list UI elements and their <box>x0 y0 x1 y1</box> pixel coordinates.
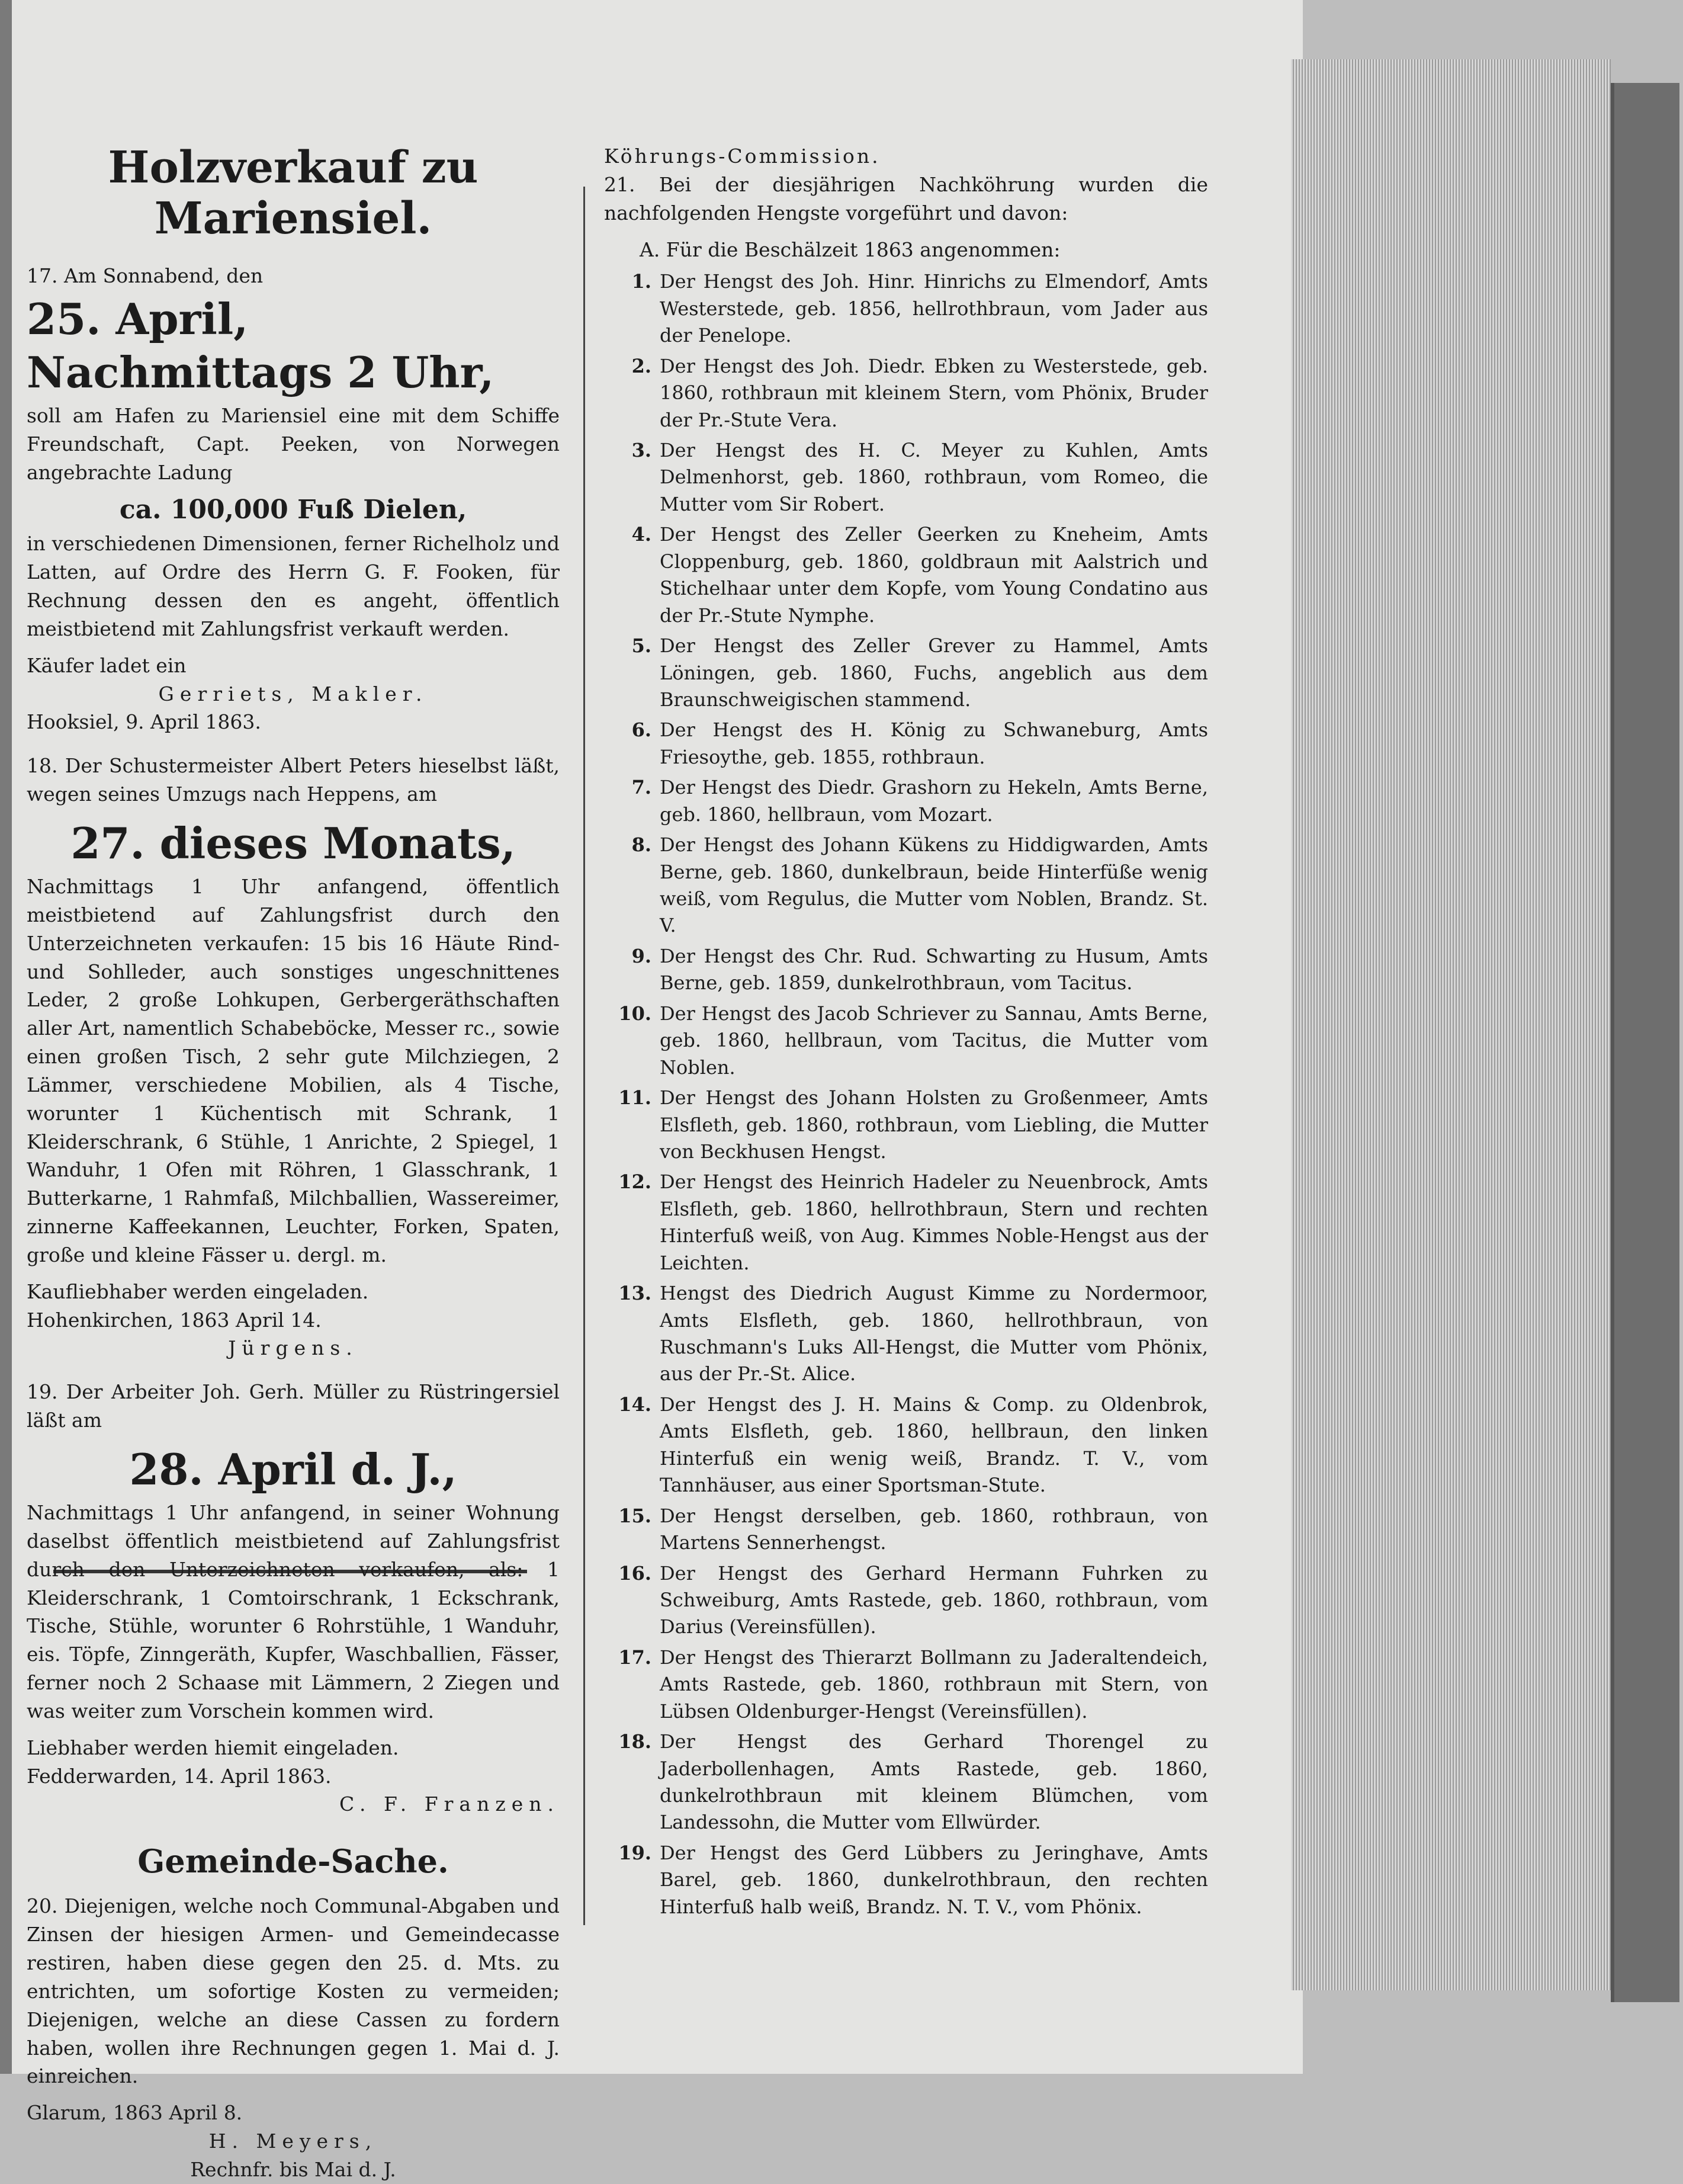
ad18-body: Nachmittags 1 Uhr anfangend, öffentlich meistbietend auf Zahlungsfrist durch den Unterzeichneten verkaufen: 15 bis 16 Häute Rind- und Sohlleder, auch sonstiges ungeschnittenes Leder, 2 große Lohkupen, Gerbergeräthschaften aller Art, namentlich Schabeböcke, Messer rc., sowie einen großen Tisch, 2 sehr gute Milchziegen, 2 Lämmer, verschiedene Mobilien, als 4 Tische, worunter 1 Küchentisch mit Schrank, 1 Kleiderschrank, 6 Stühle, 1 Anrichte, 2 Spiegel, 1 Wanduhr, 1 Ofen mit Röhren, 1 Glasschrank, 1 Butterkarne, 1 Rahmfaß, Milchballien, Wassereimer, zinnerne Kaffeekannen, Leuchter, Forken, Spaten, große und kleine Fässer u. dergl. m. <box>27 874 560 1266</box>
ad17-date: 25. April, Nachmittags 2 Uhr, <box>27 293 494 397</box>
list-item <box>604 1840 1208 1920</box>
ad17-body2: in verschiedenen Dimensionen, ferner Richelholz und Latten, auf Ordre des Herrn G. F. Fooken, für Rechnung dessen den es angeht, öffentlich meistbietend mit Zahlungsfrist verkauft werden. <box>27 532 560 640</box>
list-item <box>604 268 1208 349</box>
commission-subhead: A. Für die Beschälzeit 1863 angenommen: <box>640 238 1061 261</box>
ad20-place: Glarum, 1863 April 8. <box>27 2101 243 2125</box>
ad18-date: 27. dieses Monats, <box>70 817 516 868</box>
ad19-place: Fedderwarden, 14. April 1863. <box>27 1764 332 1788</box>
list-item-number: 6. <box>631 719 651 742</box>
list-item <box>604 1000 1208 1081</box>
commission-header: Köhrungs-Commission. <box>604 145 881 168</box>
list-item <box>604 1169 1208 1277</box>
list-item-text: Der Hengst des Johann Kükens zu Hiddigwarden, Amts Berne, geb. 1860, dunkelbraun, beide Hinterfüße wenig weiß, vom Regulus, die Mutter vom Noblen, Brandz. St. V. <box>660 833 1208 937</box>
left-column <box>27 142 560 2184</box>
ad19-body: Nachmittags 1 Uhr anfangend, in seiner Wohnung daselbst öffentlich meistbietend auf Zahlungsfrist durch den Unterzeichneten verkaufen, als: 1 Kleiderschrank, 1 Comtoirschrank, 1 Eckschrank, Tische, Stühle, worunter 6 Rohrstühle, 1 Wanduhr, eis. Töpfe, Zinngeräth, Kupfer, Waschballien, Fässer, ferner noch 2 Schaase mit Lämmern, 2 Ziegen und was weiter zum Vorschein kommen wird. <box>27 1501 560 1723</box>
list-item-text: Der Hengst des Zeller Geerken zu Kneheim, Amts Cloppenburg, geb. 1860, goldbraun mit Aalstrich und Stichelhaar unter dem Kopfe, vom Young Condatino aus der Pr.-Stute Nymphe. <box>660 523 1208 627</box>
ad18-invite: Kaufliebhaber werden eingeladen. <box>27 1279 369 1303</box>
list-item-text: Der Hengst des Johann Holsten zu Großenmeer, Amts Elsfleth, geb. 1860, rothbraun, vom Liebling, die Mutter von Beckhusen Hengst. <box>660 1086 1208 1163</box>
list-item-number: 19. <box>618 1841 651 1864</box>
list-item <box>604 353 1208 434</box>
list-item-text: Der Hengst des Chr. Rud. Schwarting zu Husum, Amts Berne, geb. 1859, dunkelrothbraun, vom Tacitus. <box>660 944 1208 995</box>
list-item-number: 12. <box>618 1170 651 1194</box>
list-item-number: 7. <box>631 776 651 799</box>
list-item-number: 18. <box>618 1730 651 1753</box>
list-item <box>604 1280 1208 1388</box>
ad-17 <box>27 262 560 736</box>
list-item-text: Hengst des Diedrich August Kimme zu Nordermoor, Amts Elsfleth, geb. 1860, hellrothbraun, von Ruschmann's Luks All-Hengst, die Mutter vom Phönix, aus der Pr.-St. Alice. <box>660 1282 1208 1386</box>
ad18-lead: 18. Der Schustermeister Albert Peters hieselbst läßt, wegen seines Umzugs nach Heppens, am <box>27 754 560 806</box>
section-title: Gemeinde-Sache. <box>137 1842 449 1881</box>
list-item-number: 1. <box>631 270 651 293</box>
page-block-edge <box>1291 59 1611 1990</box>
list-item-text: Der Hengst des Zeller Grever zu Hammel, Amts Löningen, geb. 1860, Fuchs, angeblich aus dem Braunschweigischen stammend. <box>660 634 1208 711</box>
list-item-number: 3. <box>631 439 651 461</box>
ad-19 <box>27 1378 560 1819</box>
book-cover-edge <box>1611 83 1679 2002</box>
ad17-lead: 17. Am Sonnabend, den <box>27 264 264 287</box>
list-item-number: 2. <box>631 354 651 377</box>
list-item <box>604 774 1208 828</box>
list-item <box>604 717 1208 771</box>
list-item-number: 5. <box>631 634 651 658</box>
list-item-number: 14. <box>618 1393 651 1416</box>
list-item <box>604 832 1208 939</box>
ad-18 <box>27 752 560 1362</box>
list-item <box>604 521 1208 629</box>
ad19-lead: 19. Der Arbeiter Joh. Gerh. Müller zu Rüstringersiel läßt am <box>27 1380 560 1432</box>
list-item-number: 16. <box>618 1561 651 1585</box>
ad19-invite: Liebhaber werden hiemit eingeladen. <box>27 1736 399 1759</box>
ad-20 <box>27 1892 560 2183</box>
list-item <box>604 1085 1208 1165</box>
list-item-number: 15. <box>618 1504 651 1527</box>
ad20-body: 20. Diejenigen, welche noch Communal-Abgaben und Zinsen der hiesigen Armen- und Gemeindecasse restiren, haben diese gegen den 25. d. Mts. zu entrichten, um sofortige Kosten zu vermeiden; Diejenigen, welche an diese Cassen zu fordern haben, wollen ihre Rechnungen gegen 1. Mai d. J. einreichen. <box>27 1894 560 2088</box>
headline: Holzverkauf zu Mariensiel. <box>108 142 478 244</box>
list-item-text: Der Hengst des H. C. Meyer zu Kuhlen, Amts Delmenhorst, geb. 1860, rothbraun, vom Romeo, die Mutter vom Sir Robert. <box>660 439 1208 515</box>
list-item <box>604 1644 1208 1725</box>
ad18-place: Hohenkirchen, 1863 April 14. <box>27 1308 322 1332</box>
list-item-number: 13. <box>618 1282 651 1305</box>
ad17-item: ca. 100,000 Fuß Dielen, <box>119 495 467 525</box>
list-item-text: Der Hengst des H. König zu Schwaneburg, Amts Friesoythe, geb. 1855, rothbraun. <box>660 719 1208 768</box>
list-item-text: Der Hengst des Jacob Schriever zu Sannau, Amts Berne, geb. 1860, hellbraun, vom Tacitus, die Mutter vom Noblen. <box>660 1002 1208 1079</box>
list-item <box>604 633 1208 713</box>
list-item-text: Der Hengst des Joh. Hinr. Hinrichs zu Elmendorf, Amts Westerstede, geb. 1856, hellrothbraun, vom Jader aus der Penelope. <box>660 270 1208 347</box>
ad20-signature-title: Rechnfr. bis Mai d. J. <box>190 2157 396 2181</box>
ad17-agent: Gerriets, Makler. <box>158 682 428 705</box>
left-gutter <box>0 0 12 2074</box>
list-item <box>604 1391 1208 1499</box>
ad17-place: Hooksiel, 9. April 1863. <box>27 710 261 734</box>
ad17-body1: soll am Hafen zu Mariensiel eine mit dem Schiffe Freundschaft, Capt. Peeken, von Norwegen angebrachte Ladung <box>27 403 560 484</box>
list-item-text: Der Hengst des Heinrich Hadeler zu Neuenbrock, Amts Elsfleth, geb. 1860, hellrothbraun, Stern und rechten Hinterfuß weiß, von Aug. Kimmes Noble-Hengst aus der Leichten. <box>660 1170 1208 1274</box>
ad19-agent: C. F. Franzen. <box>339 1792 560 1816</box>
list-item-text: Der Hengst des Diedr. Grashorn zu Hekeln, Amts Berne, geb. 1860, hellbraun, vom Mozart. <box>660 776 1208 826</box>
commission-intro: 21. Bei der diesjährigen Nachköhrung wurden die nachfolgenden Hengste vorgeführt und davon: <box>604 172 1208 225</box>
list-item-number: 11. <box>618 1086 651 1109</box>
list-item-text: Der Hengst derselben, geb. 1860, rothbraun, von Martens Sennerhengst. <box>660 1504 1208 1554</box>
ad18-agent: Jürgens. <box>228 1336 358 1360</box>
right-column <box>604 142 1208 1924</box>
ad17-buyers: Käufer ladet ein <box>27 653 187 677</box>
list-item <box>604 1728 1208 1836</box>
list-item-number: 9. <box>631 944 651 967</box>
column-divider <box>583 187 585 1925</box>
list-item-text: Der Hengst des Gerd Lübbers zu Jeringhave, Amts Barel, geb. 1860, dunkelrothbraun, den rechten Hinterfuß halb weiß, Brandz. N. T. V., vom Phönix. <box>660 1841 1208 1918</box>
list-item-text: Der Hengst des Thierarzt Bollmann zu Jaderaltendeich, Amts Rastede, geb. 1860, rothbraun mit Stern, von Lübsen Oldenburger-Hengst (Vereinsfüllen). <box>660 1646 1208 1723</box>
list-item <box>604 1503 1208 1557</box>
list-item-number: 8. <box>631 833 651 857</box>
list-item-text: Der Hengst des Joh. Diedr. Ebken zu Westerstede, geb. 1860, rothbraun mit kleinem Stern, vom Phönix, Bruder der Pr.-Stute Vera. <box>660 354 1208 431</box>
list-item-number: 10. <box>618 1002 651 1025</box>
list-item-text: Der Hengst des J. H. Mains & Comp. zu Oldenbrok, Amts Elsfleth, geb. 1860, hellbraun, den linken Hinterfuß ein wenig weiß, Brandz. T. V., vom Tannhäuser, aus einer Sportsman-Stute. <box>660 1393 1208 1497</box>
list-item <box>604 1560 1208 1641</box>
list-item-text: Der Hengst des Gerhard Hermann Fuhrken zu Schweiburg, Amts Rastede, geb. 1860, rothbraun, vom Darius (Vereinsfüllen). <box>660 1561 1208 1638</box>
ad19-date: 28. April d. J., <box>129 1444 457 1495</box>
list-item <box>604 437 1208 518</box>
stallion-list <box>604 268 1208 1920</box>
list-item-number: 17. <box>618 1646 651 1669</box>
ad20-signature-name: H. Meyers, <box>208 2130 378 2153</box>
list-item <box>604 943 1208 997</box>
list-item-text: Der Hengst des Gerhard Thorengel zu Jaderbollenhagen, Amts Rastede, geb. 1860, dunkelrothbraun mit kleinem Blümchen, vom Landessohn, die Mutter vom Ellwürder. <box>660 1730 1208 1834</box>
list-item-number: 4. <box>631 523 651 546</box>
